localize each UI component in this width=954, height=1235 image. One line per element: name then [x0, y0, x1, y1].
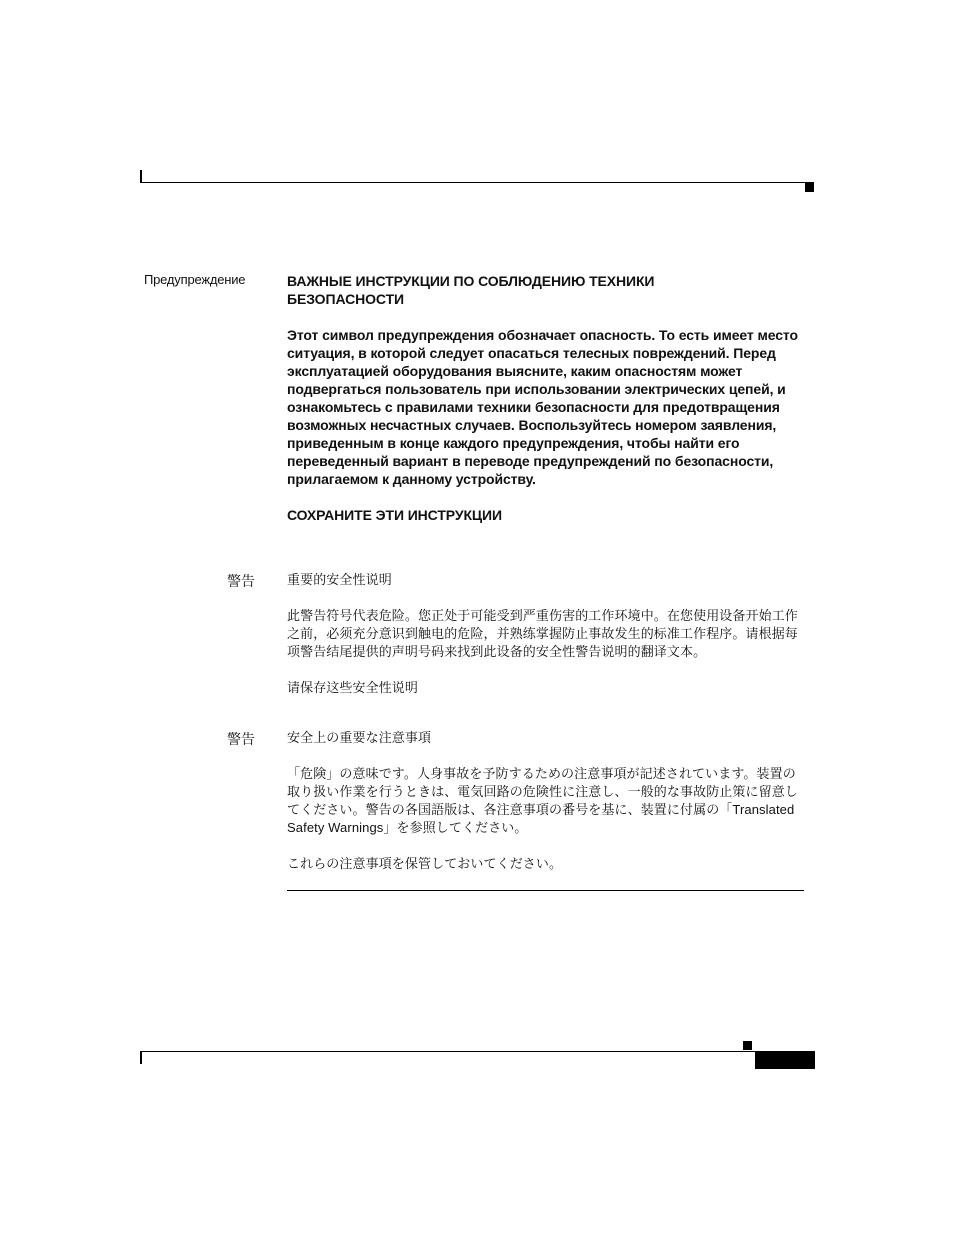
section-label-ru: Предупреждение [144, 272, 246, 287]
body-ja: 「危険」の意味です。人身事故を予防するための注意事項が記述されています。装置の取り扱い作業を行うときは、電気回路の危険性に注意し、一般的な事故防止策に留意してください。警告の各国語版は、各注意事項の番号を基に、装置に付属の「Translated Safety Warnings」を参照してください。 [287, 766, 798, 835]
footer-ja: これらの注意事項を保管しておいてください。 [287, 856, 563, 871]
section-zh [287, 571, 812, 697]
footer-zh: 请保存这些安全性说明 [287, 680, 419, 695]
body-zh: 此警告符号代表危险。您正处于可能受到严重伤害的工作环境中。在您使用设备开始工作之前，必须充分意识到触电的危险，并熟练掌握防止事故发生的标准工作程序。请根据每项警告结尾提供的声明号码来找到此设备的安全性警告说明的翻译文本。 [287, 608, 798, 659]
header-right-marker [805, 183, 814, 192]
footer-rule [140, 1051, 814, 1052]
body-ru: Этот символ предупреждения обозначает опасность. То есть имеет место ситуация, в которой следует опасаться телесных повреждений. Перед эксплуатацией оборудования выясните, каким опасностям может подвергаться пользователь при использовании электрических цепей, и ознакомьтесь с правилами техники безопасности для предотвращения возможных несчастных случаев. Воспользуйтесь номером заявления, приведенным в конце каждого предупреждения, чтобы найти его переведенный вариант в переводе предупреждений по безопасности, прилагаемом к данному устройству. [287, 327, 798, 487]
section-label-zh: 警告 [227, 573, 255, 589]
footer-ru: СОХРАНИТЕ ЭТИ ИНСТРУКЦИИ [287, 507, 502, 523]
header-left-tick [140, 170, 142, 183]
footer-page-tab [755, 1051, 815, 1069]
section-ja [287, 729, 812, 873]
section-ru [287, 272, 812, 524]
section-label-ja: 警告 [227, 731, 255, 747]
heading-ja: 安全上の重要な注意事項 [287, 730, 432, 745]
heading-ru: ВАЖНЫЕ ИНСТРУКЦИИ ПО СОБЛЮДЕНИЮ ТЕХНИКИ БЕЗОПАСНОСТИ [287, 273, 655, 307]
heading-zh: 重要的安全性说明 [287, 572, 392, 587]
footer-marker [743, 1041, 752, 1050]
header-rule [140, 182, 814, 183]
section-end-rule [287, 890, 804, 891]
footer-left-tick [140, 1051, 142, 1064]
